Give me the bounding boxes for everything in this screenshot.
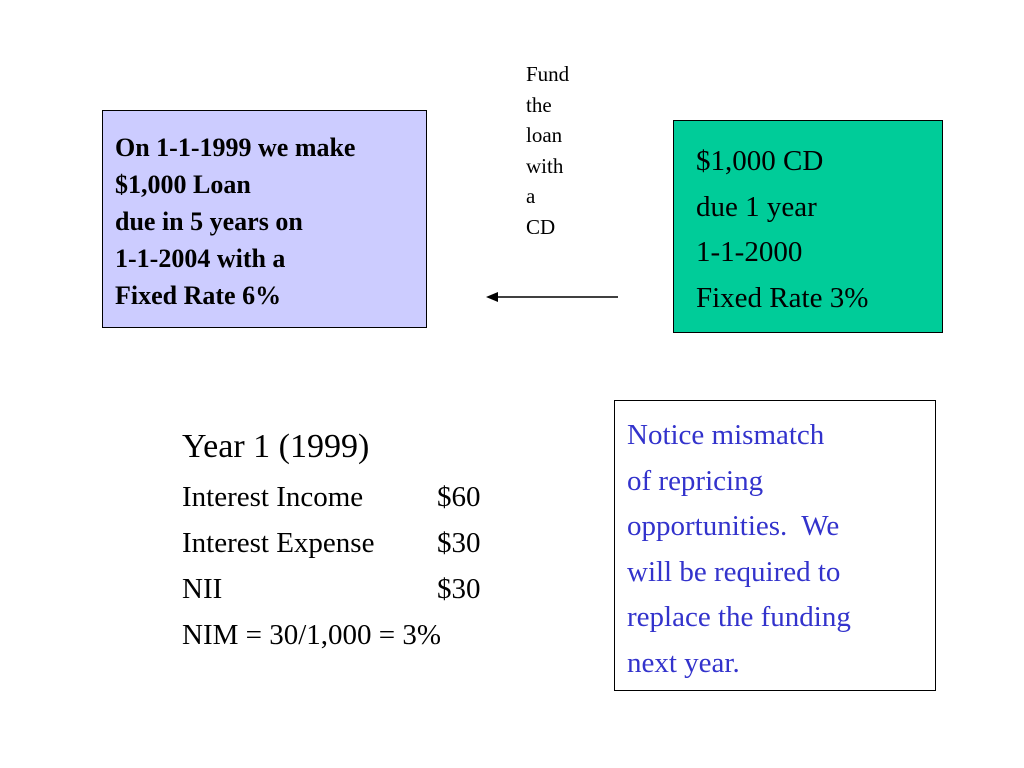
summary-row-nii <box>182 566 481 612</box>
cd-line-term: due 1 year <box>696 190 817 223</box>
loan-line-term: due in 5 years on <box>115 207 303 236</box>
fund-label-line: loan <box>526 123 563 147</box>
cd-line-maturity: 1-1-2000 <box>696 236 803 268</box>
fund-label-line: Fund <box>526 62 570 86</box>
year-summary <box>182 420 481 658</box>
loan-box <box>102 110 427 328</box>
summary-value: $60 <box>437 481 481 513</box>
note-line: replace the funding <box>627 601 851 633</box>
cd-line-amount: $1,000 CD <box>696 145 824 177</box>
loan-line-rate: Fixed Rate 6% <box>115 281 282 310</box>
loan-line-date: On 1-1-1999 we make <box>115 133 356 162</box>
summary-value: $30 <box>437 573 481 605</box>
loan-line-amount: $1,000 Loan <box>115 170 251 199</box>
summary-label: Interest Income <box>182 481 364 513</box>
fund-label-line: CD <box>526 214 556 239</box>
summary-label: Interest Expense <box>182 527 375 559</box>
cd-line-rate: Fixed Rate 3% <box>696 281 869 314</box>
summary-title: Year 1 (1999) <box>182 428 370 465</box>
summary-nim: NIM = 30/1,000 = 3% <box>182 619 442 651</box>
note-line: Notice mismatch <box>627 419 825 451</box>
loan-line-maturity: 1-1-2004 with a <box>115 244 286 273</box>
fund-label-line: with <box>526 153 564 178</box>
note-line: opportunities. We <box>627 510 840 542</box>
arrow-head <box>486 292 498 302</box>
summary-label: NII <box>182 573 223 605</box>
fund-label-line: a <box>526 184 536 208</box>
fund-label-line: the <box>526 92 552 117</box>
note-line: will be required to <box>627 555 841 588</box>
note-line: of repricing <box>627 464 764 497</box>
cd-box <box>673 120 943 333</box>
funding-arrow <box>482 285 622 309</box>
note-line: next year. <box>627 646 740 679</box>
note-box <box>614 400 936 691</box>
summary-row-expense <box>182 520 481 566</box>
summary-row-income <box>182 474 481 520</box>
summary-value: $30 <box>437 527 481 559</box>
fund-label <box>526 59 569 242</box>
